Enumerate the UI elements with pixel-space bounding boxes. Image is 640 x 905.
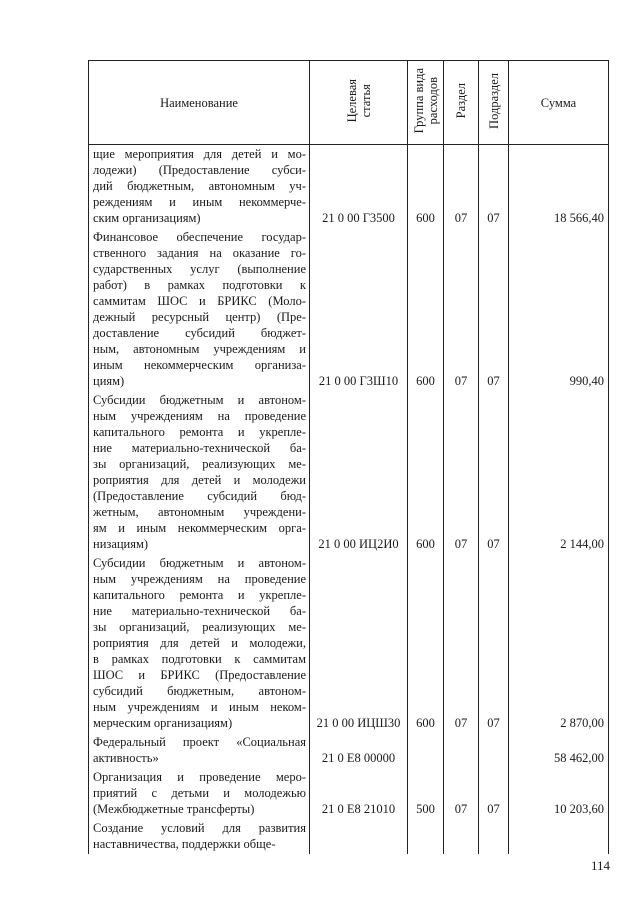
- row-name-line: ским организациям): [93, 211, 201, 225]
- row-section: 07: [444, 391, 479, 554]
- row-name-line: реждениям и иным некоммерче-: [93, 195, 306, 209]
- row-section: [444, 733, 479, 768]
- row-name-line: субсидий бюджетным, автоном-: [93, 684, 306, 698]
- row-name-line: мерческим организациям): [93, 716, 233, 730]
- row-name-line: доставление субсидий бюджет-: [93, 326, 306, 340]
- row-subsection: 07: [479, 145, 509, 229]
- row-name: [89, 733, 310, 768]
- row-group: [408, 819, 444, 854]
- row-name-line: активность»: [93, 751, 159, 765]
- row-subsection: [479, 819, 509, 854]
- row-group: 500: [408, 768, 444, 819]
- row-name-line: низациям): [93, 537, 149, 551]
- row-name: [89, 145, 310, 229]
- row-code: 21 0 Е8 21010: [310, 768, 408, 819]
- row-name-line: капитального ремонта и укрепле-: [93, 425, 306, 439]
- row-section: 07: [444, 145, 479, 229]
- row-name-line: Субсидии бюджетным и автоном-: [93, 556, 306, 570]
- row-name-line: ШОС и БРИКС (Предоставление: [93, 668, 306, 682]
- row-name-line: Создание условий для развития: [93, 821, 306, 835]
- row-name-line: в рамках подготовки к саммитам: [93, 652, 306, 666]
- table-header-row: [89, 61, 609, 145]
- row-name-line: ние материально-технической ба-: [93, 604, 306, 618]
- header-code-label: Целевая статья: [344, 78, 373, 123]
- row-name: [89, 391, 310, 554]
- row-name-line: капитального ремонта и укрепле-: [93, 588, 306, 602]
- row-name-line: ным учреждениям и иным неком-: [93, 700, 306, 714]
- row-name-line: лодежи) (Предоставление субси-: [93, 163, 306, 177]
- row-name-line: ным учреждениям на проведение: [93, 572, 306, 586]
- row-name-line: сударственных услуг (выполнение: [93, 262, 306, 276]
- table-row: [89, 768, 609, 819]
- budget-table: [88, 60, 609, 854]
- row-section: 07: [444, 554, 479, 733]
- table-row: [89, 733, 609, 768]
- row-name-line: жетным, автономным учреждени-: [93, 505, 306, 519]
- page-number: 114: [590, 858, 610, 873]
- row-name-line: ственного задания на оказание го-: [93, 246, 306, 260]
- row-section: 07: [444, 768, 479, 819]
- row-name-line: (Межбюджетные трансферты): [93, 802, 255, 816]
- row-subsection: [479, 733, 509, 768]
- row-name-line: (Предоставление субсидий бюд-: [93, 489, 306, 503]
- row-sum: 2 870,00: [509, 554, 609, 733]
- header-code: [310, 61, 408, 145]
- row-name-line: приятий с детьми и молодежью: [93, 786, 306, 800]
- row-name-line: дий бюджетным, автономным уч-: [93, 179, 306, 193]
- row-name-line: Субсидии бюджетным и автоном-: [93, 393, 306, 407]
- row-code: 21 0 00 ИЦ2И0: [310, 391, 408, 554]
- row-name-line: ным, автономным учреждениям и: [93, 342, 306, 356]
- row-subsection: 07: [479, 391, 509, 554]
- header-group-label: Группа вида расходов: [411, 67, 440, 134]
- header-group: [408, 61, 444, 145]
- row-sum: 2 144,00: [509, 391, 609, 554]
- row-group: 600: [408, 228, 444, 391]
- row-subsection: 07: [479, 768, 509, 819]
- header-section-label: Раздел: [454, 82, 468, 119]
- row-sum: 18 566,40: [509, 145, 609, 229]
- row-name-line: иным некоммерческим организа-: [93, 358, 306, 372]
- row-subsection: 07: [479, 554, 509, 733]
- row-name-line: наставничества, поддержки обще-: [93, 837, 276, 851]
- row-code: 21 0 00 ИЦШ30: [310, 554, 408, 733]
- header-subsection-label: Подраздел: [486, 72, 501, 129]
- table-row: [89, 554, 609, 733]
- table-row: [89, 819, 609, 854]
- row-code: 21 0 Е8 00000: [310, 733, 408, 768]
- row-name-line: саммитам ШОС и БРИКС (Моло-: [93, 294, 306, 308]
- row-name-line: Организация и проведение меро-: [93, 770, 306, 784]
- header-name: Наименование: [89, 61, 310, 145]
- row-sum: 10 203,60: [509, 768, 609, 819]
- header-section: [444, 61, 479, 145]
- row-sum: [509, 819, 609, 854]
- row-name-line: циям): [93, 374, 125, 388]
- row-sum: 990,40: [509, 228, 609, 391]
- row-group: 600: [408, 554, 444, 733]
- table-row: [89, 228, 609, 391]
- row-code: 21 0 00 Г3500: [310, 145, 408, 229]
- row-name-line: ным учреждениям на проведение: [93, 409, 306, 423]
- row-group: 600: [408, 145, 444, 229]
- row-name: [89, 768, 310, 819]
- row-name-line: ние материально-технической ба-: [93, 441, 306, 455]
- header-subsection: [479, 61, 509, 145]
- row-name-line: зы организаций, реализующих ме-: [93, 457, 306, 471]
- row-name-line: зы организаций, реализующих ме-: [93, 620, 306, 634]
- row-name: [89, 819, 310, 854]
- table-row: [89, 391, 609, 554]
- row-name-line: ям и иным некоммерческим орга-: [93, 521, 306, 535]
- row-subsection: 07: [479, 228, 509, 391]
- row-group: [408, 733, 444, 768]
- row-name-line: Финансовое обеспечение государ-: [93, 230, 306, 244]
- row-name: [89, 228, 310, 391]
- row-sum: 58 462,00: [509, 733, 609, 768]
- table-row: [89, 145, 609, 229]
- row-name-line: роприятия для детей и молодежи,: [93, 636, 306, 650]
- row-group: 600: [408, 391, 444, 554]
- row-code: 21 0 00 Г3Ш10: [310, 228, 408, 391]
- row-section: [444, 819, 479, 854]
- row-name-line: работ) в рамках подготовки к: [93, 278, 306, 292]
- row-name: [89, 554, 310, 733]
- row-section: 07: [444, 228, 479, 391]
- row-name-line: Федеральный проект «Социальная: [93, 735, 306, 749]
- row-name-line: роприятия для детей и молодежи: [93, 473, 306, 487]
- row-name-line: дежный ресурсный центр) (Пре-: [93, 310, 306, 324]
- header-sum: Сумма: [509, 61, 609, 145]
- row-name-line: щие мероприятия для детей и мо-: [93, 147, 306, 161]
- row-code: [310, 819, 408, 854]
